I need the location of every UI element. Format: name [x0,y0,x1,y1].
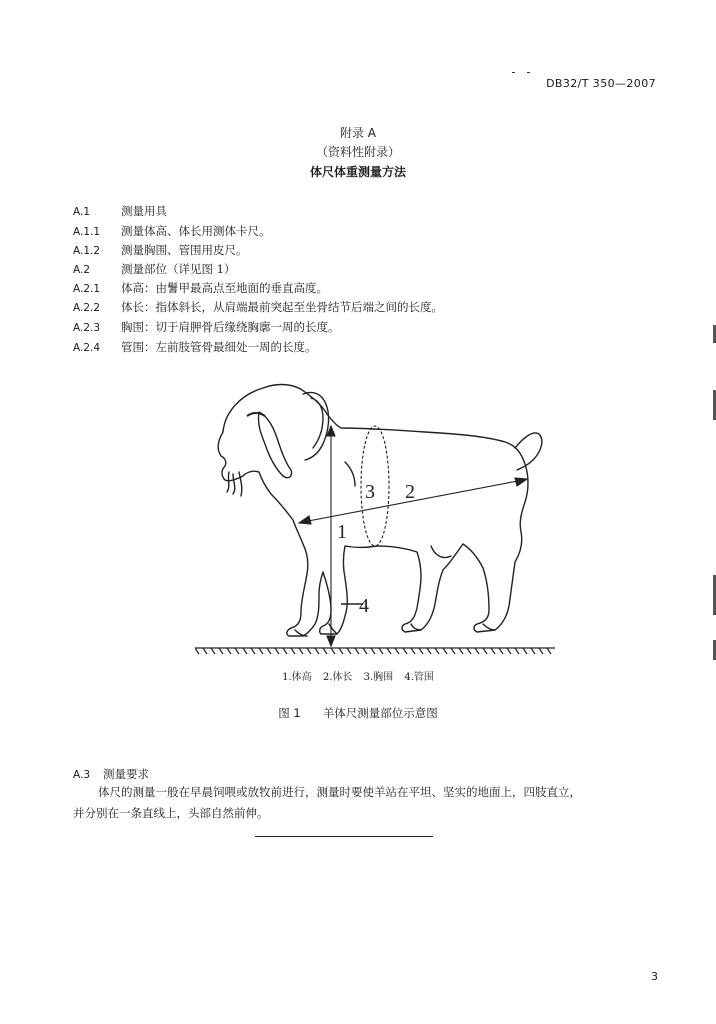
goat-udder [431,546,451,558]
clause-number: A.1 [73,206,91,218]
marker-chest-girth: 3 [365,481,375,503]
clause-a2 [73,261,235,277]
clause-number: A.1.1 [73,226,101,238]
goat-hoof [329,624,337,634]
goat-fleece-mark [345,462,355,486]
clause-text: 测量体高、体长用测体卡尺。 [121,224,271,238]
scan-speck [512,72,515,73]
clause-number: A.2.2 [73,302,101,314]
goat-diagram [195,372,565,662]
goat-measurement-figure [195,372,565,662]
legend-item: 2.体长 [322,672,353,683]
clause-text: 测量部位（详见图 1） [121,262,236,276]
clause-a3 [73,766,149,782]
clause-a2-1 [73,280,328,296]
marker-height: 1 [337,521,347,543]
legend-item: 1.体高 [282,672,312,683]
page-number: 3 [651,970,658,983]
appendix-label: 附录 A [339,126,377,140]
clause-number: A.2.4 [73,342,101,354]
clause-text: 测量要求 [103,767,149,781]
figure-number: 图 1 [278,706,301,720]
clause-number: A.2 [73,264,91,276]
clause-number: A.3 [73,769,91,781]
marker-body-length: 2 [405,481,415,503]
scan-speck [527,72,530,73]
appendix-nature: （资料性附录） [315,145,400,159]
clause-a2-4 [73,339,317,355]
goat-outline [218,385,528,636]
clause-text: 管围：左前肢管骨最细处一周的长度。 [121,340,317,354]
standard-code: DB32/T 350—2007 [546,77,656,90]
goat-eye [247,413,265,416]
marker-cannon-girth: 4 [359,595,369,617]
goat-hoof [483,624,495,630]
goat-beard [227,472,242,496]
end-rule [255,836,433,837]
clause-number: A.2.1 [73,283,101,295]
clause-a2-2 [73,299,443,315]
requirements-paragraph [73,782,663,824]
clause-text: 测量胸围、管围用皮尺。 [121,243,248,257]
figure-caption [0,705,716,721]
clause-text: 胸围：切于肩胛骨后缘绕胸廓一周的长度。 [121,320,340,334]
legend-item: 3.胸围 [363,672,394,683]
clause-text: 测量用具 [121,204,167,218]
clause-number: A.2.3 [73,322,101,334]
figure-legend [0,668,716,683]
figure-title: 羊体尺测量部位示意图 [322,706,438,720]
legend-item: 4.管围 [404,672,434,683]
appendix-title: 体尺体重测量方法 [309,165,406,179]
goat-ear [258,412,291,478]
clause-a1-1 [73,223,271,239]
ground-line [195,648,555,654]
clause-text: 体高：由鬐甲最高点至地面的垂直高度。 [121,281,328,295]
clause-a2-3 [73,319,340,335]
clause-a1-2 [73,242,248,258]
height-measure [327,426,335,646]
paragraph-line: 并分别在一条直线上，头部自然前伸。 [73,806,269,820]
clause-text: 体长：指体斜长，从肩端最前突起至坐骨结节后端之间的长度。 [121,300,443,314]
paragraph-line: 体尺的测量一般在早晨饲喂或放牧前进行，测量时要使羊站在平坦、坚实的地面上，四肢直立， [98,785,581,799]
clause-number: A.1.2 [73,245,101,257]
clause-a1 [73,203,167,219]
goat-horn [303,392,329,460]
goat-hoof [411,624,421,630]
